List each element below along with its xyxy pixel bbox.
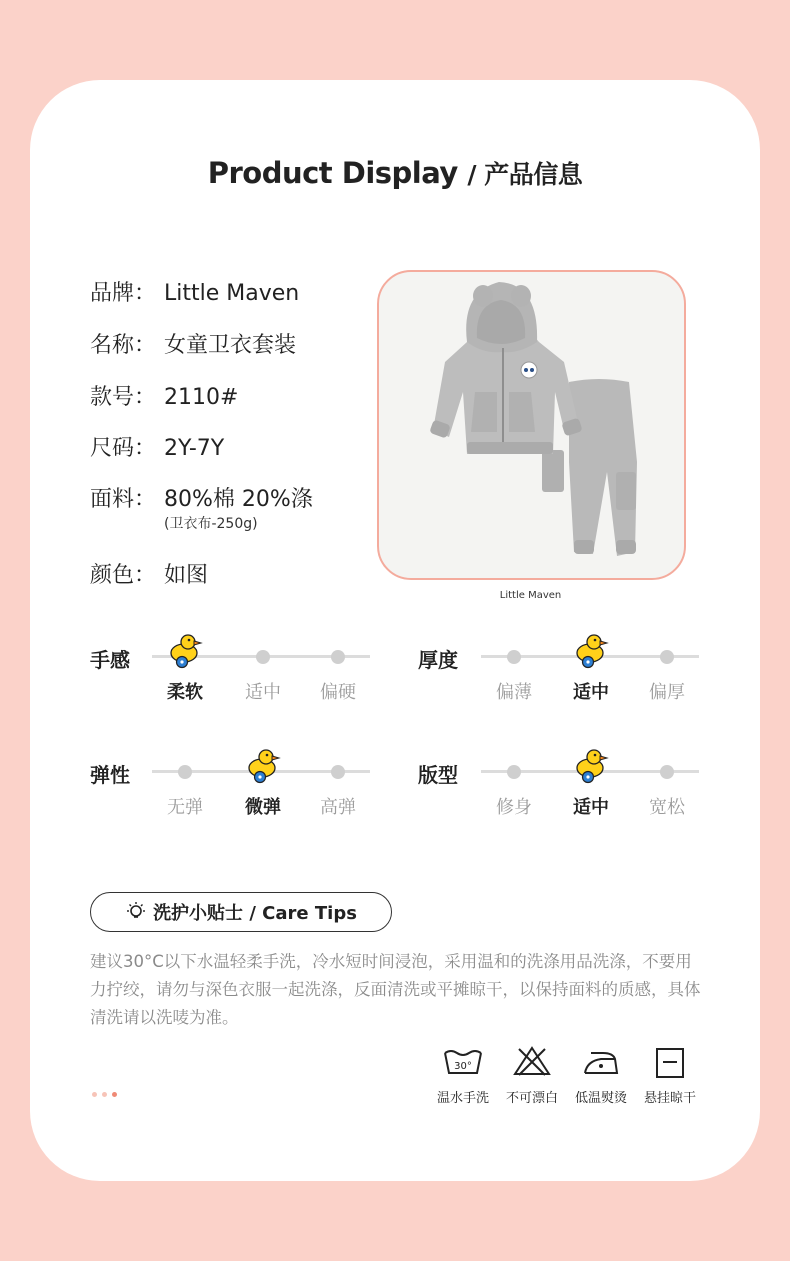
hang-dry-icon [650,1047,690,1079]
scale-elasticity-option: 高弹 [320,797,356,818]
scale-fit-title: 版型 [418,763,458,787]
scale-thickness-option: 适中 [573,682,609,703]
info-size-value: 2Y-7Y [164,436,225,461]
care-label-no-bleach: 不可漂白 [505,1091,558,1106]
info-size [90,431,224,462]
info-style-no-value: 2110# [164,385,239,410]
scale-elasticity-option: 无弹 [167,797,203,818]
info-fabric-value: 80%棉 20%涤 [164,487,313,512]
info-size-label: 尺码： [90,436,157,461]
info-name-label: 名称： [90,333,157,358]
info-name [90,328,296,359]
info-color [90,558,208,589]
duck-marker-icon [246,746,282,784]
info-brand [90,276,299,307]
duck-marker-icon [168,631,204,669]
scale-feel-option: 适中 [245,682,281,703]
svg-text:30°: 30° [454,1061,472,1072]
scale-thickness-option: 偏薄 [496,682,532,703]
info-color-label: 颜色： [90,563,157,588]
info-style-no [90,380,238,411]
hand-wash-30-icon [443,1047,483,1079]
info-fabric [90,482,313,513]
scale-elasticity-title: 弹性 [90,763,130,787]
product-photo [377,270,686,580]
scale-feel-title: 手感 [90,648,130,672]
scale-thickness-option: 偏厚 [649,682,685,703]
scale-elasticity-dot [178,765,192,779]
scale-feel-option: 柔软 [167,682,203,703]
info-brand-value: Little Maven [164,281,300,306]
scale-thickness-dot [660,650,674,664]
scale-thickness-title: 厚度 [418,648,458,672]
page-title [0,155,790,191]
info-brand-label: 品牌： [90,281,157,306]
info-name-value: 女童卫衣套装 [164,333,297,358]
scale-fit-dot [507,765,521,779]
info-style-no-label: 款号： [90,385,157,410]
scale-fit-option: 修身 [496,797,532,818]
info-fabric-note: (卫衣布-250g) [164,516,258,532]
care-label-hand-wash: 温水手洗 [436,1091,489,1106]
duck-marker-icon [574,746,610,784]
info-fabric-label: 面料： [90,487,157,512]
scale-thickness-dot [507,650,521,664]
care-label-hang-dry: 悬挂晾干 [643,1091,696,1106]
scale-fit-option: 适中 [573,797,609,818]
duck-marker-icon [574,631,610,669]
no-bleach-icon [512,1045,552,1077]
low-iron-icon [581,1047,621,1079]
scale-feel-dot [256,650,270,664]
page-dot [102,1092,107,1097]
scale-fit-dot [660,765,674,779]
scale-feel-dot [331,650,345,664]
page-dot-active [112,1092,117,1097]
scale-elasticity-option: 微弹 [245,797,281,818]
scale-fit-option: 宽松 [649,797,685,818]
care-tips-pill [90,892,392,932]
care-tips-text: 建议30°C以下水温轻柔手洗，冷水短时间浸泡，采用温和的洗涤用品洗涤，不要用力拧绞，请勿与深色衣服一起洗涤，反面清洗或平摊晾干，以保持面料的质感，具体清洗请以洗唛为准。 [90,952,701,1027]
title-main: Product Display [207,156,458,190]
care-label-low-iron: 低温熨烫 [574,1091,627,1106]
tracksuit-illustration [379,272,684,578]
info-color-value: 如图 [164,563,209,588]
care-tips-heading: 洗护小贴士 / Care Tips [153,903,357,924]
page-dots [92,1092,117,1097]
lightbulb-icon [125,901,147,923]
scale-elasticity-dot [331,765,345,779]
scale-feel-option: 偏硬 [320,682,356,703]
page-dot [92,1092,97,1097]
photo-caption: Little Maven [499,590,562,601]
title-sub: / 产品信息 [467,160,583,189]
